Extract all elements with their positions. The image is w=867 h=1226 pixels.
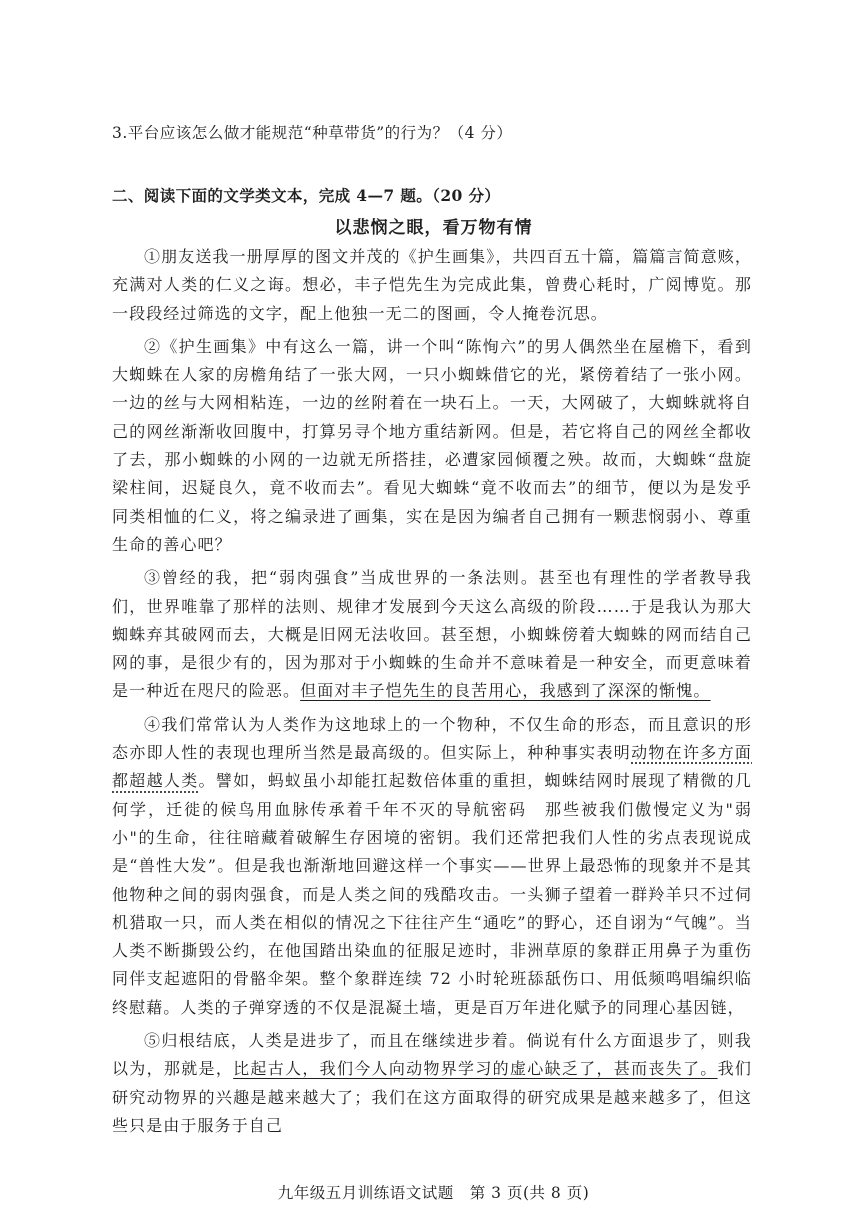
section-title: 二、阅读下面的文学类文本，完成 4—7 题。（20 分）	[112, 186, 501, 205]
paragraph-4-text-a: ④我们常常认为人类作为这地球上的一个物种，不仅生命的形态，而且意识的形态亦即人性的表现也理所当然是最高级的。但实际上，种种事实表明	[112, 714, 752, 763]
paragraph-5-text-a: ⑤归根结底，人类是进步了，而且在继续进步着。倘说有什么方面退步了，则我以为，那就是，	[112, 1031, 752, 1079]
paragraph-3-underlined-sentence: 但面对丰子恺先生的良苦用心，我感到了深深的惭愧。	[300, 681, 711, 701]
paragraph-5-text-b: 我们研究动物界的兴趣是越来越大了；我们在这方面取得的研究成果是越来越多了，但这些只是由于服务于自己	[112, 1059, 752, 1135]
paragraph-4-dotted-phrase: 动物在许多方面都超越人类	[112, 743, 752, 791]
article-title: 以悲悯之眼，看万物有情	[334, 218, 533, 238]
paragraph-2: ②《护生画集》中有这么一篇，讲一个叫“陈恂六”的男人偶然坐在屋檐下，看到大蜘蛛在人家的房檐角结了一张大网，一只小蜘蛛借它的光，紧傍着结了一张小网。一边的丝与大网相粘连，一边的丝附着在一块石上。一天，大网破了，大蜘蛛就将自己的网丝渐渐收回腹中，打算另寻个地方重结新网。但是，若它将自己的网丝全都收了去，那小蜘蛛的小网的一边就无所搭挂，必遭家园倾覆之殃。故而，大蜘蛛“盘旋梁柱间，迟疑良久，竟不收而去”。看见大蜘蛛“竟不收而去”的细节，便以为是发乎同类相恤的仁义，将之编录进了画集，实在是因为编者自己拥有一颗悲悯弱小、尊重生命的善心吧？	[112, 336, 752, 554]
question-3: 3.平台应该怎么做才能规范“种草带货”的行为？（4 分）	[112, 124, 513, 142]
page-footer: 九年级五月训练语文试题 第 3 页(共 8 页)	[277, 1184, 590, 1202]
article-body	[112, 243, 752, 1145]
paragraph-3-text: ③曾经的我，把“弱肉强食”当成世界的一条法则。甚至也有理性的学者教导我们，世界唯靠了那样的法则、规律才发展到今天这么高级的阶段……于是我认为那大蜘蛛弃其破网而去，大概是旧网无法收回。甚至想，小蜘蛛傍着大蜘蛛的网而结自己网的事，是很少有的，因为那对于小蜘蛛的生命并不意味着是一种安全，而更意味着是一种近在咫尺的险恶。	[112, 568, 752, 701]
paragraph-4-text-b: 。譬如，蚂蚁虽小却能扛起数倍体重的重担，蜘蛛结网时展现了精微的几何学，迁徙的候鸟用血脉传承着千年不灭的导航密码 那些被我们傲慢定义为"弱小"的生命，往往暗藏着破解生存困境的密钥。我们还常把我们人性的劣点表现说成是“兽性大发”。但是我也渐渐地回避这样一个事实——世界上最恐怖的现象并不是其他物种之间的弱肉强食，而是人类之间的残酷攻击。一头狮子望着一群羚羊只不过伺机猎取一只，而人类在相似的情况之下往往产生“通吃”的野心，还自诩为“气魄”。当人类不断撕毁公约，在他国踏出染血的征服足迹时，非洲草原的象群正用鼻子为重伤同伴支起遮阳的骨骼伞架。整个象群连续 72 小时轮班舔舐伤口、用低频鸣唱编织临终慰藉。人类的子弹穿透的不仅是混凝土墙，更是百万年进化赋予的同理心基因链，	[112, 771, 752, 1017]
paragraph-3	[112, 564, 752, 705]
paragraph-4	[112, 711, 752, 1022]
paragraph-1: ①朋友送我一册厚厚的图文并茂的《护生画集》，共四百五十篇，篇篇言简意赅，充满对人类的仁义之诲。想必，丰子恺先生为完成此集，曾费心耗时，广阅博览。那一段段经过筛选的文字，配上他独一无二的图画，令人掩卷沉思。	[112, 247, 752, 323]
paragraph-5	[112, 1027, 752, 1140]
paragraph-5-underlined-sentence: 比起古人，我们今人向动物界学习的虚心缺乏了，甚而丧失了。	[233, 1059, 718, 1079]
